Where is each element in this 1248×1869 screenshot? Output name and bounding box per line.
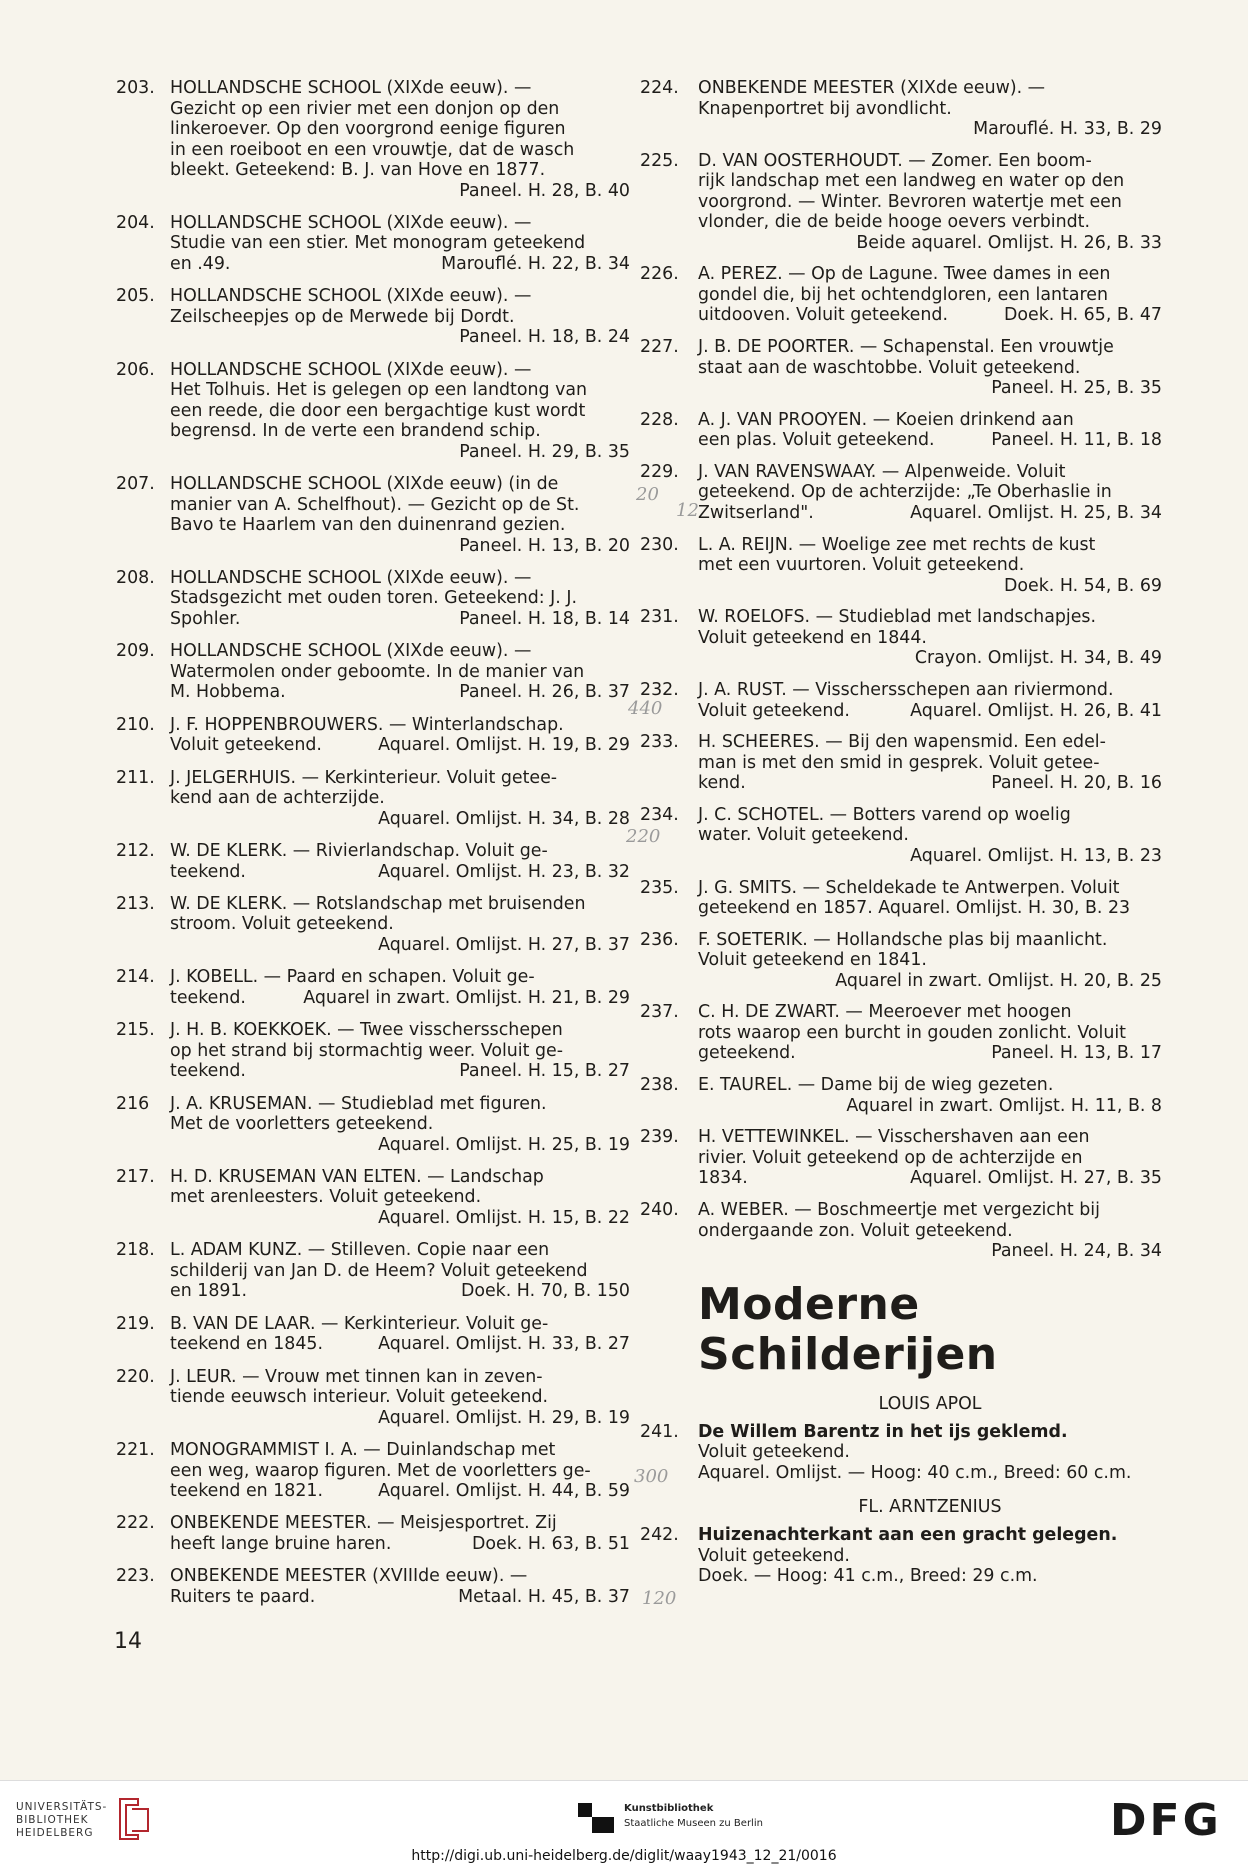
entry-number: 233.: [640, 732, 679, 753]
entry-medium-dimensions: Crayon. Omlijst. H. 34, B. 49: [914, 648, 1162, 669]
catalog-entry: [116, 715, 630, 756]
entry-line: ondergaande zon. Voluit geteekend.: [698, 1220, 1013, 1241]
entry-line: HOLLANDSCHE SCHOOL (XIXde eeuw). —: [170, 286, 532, 307]
entry-line: MONOGRAMMIST I. A. — Duinlandschap met: [170, 1440, 556, 1461]
entry-number: 222.: [116, 1513, 155, 1534]
entry-medium-dimensions: Beide aquarel. Omlijst. H. 26, B. 33: [856, 232, 1162, 253]
entry-number: 209.: [116, 641, 155, 662]
catalog-entry: [116, 1566, 630, 1607]
entry-line: Watermolen onder geboomte. In de manier van: [170, 661, 585, 682]
entry-line: teekend en 1821. Aquarel. Omlijst. H. 44, B. 59: [170, 1481, 630, 1502]
entry-line: water. Voluit geteekend.: [698, 825, 909, 846]
entry-medium-dimensions: Paneel. H. 13, B. 20: [459, 535, 630, 556]
catalog-entry: [116, 894, 630, 956]
entry-number: 238.: [640, 1075, 679, 1096]
catalog-entry: [640, 607, 1162, 669]
entry-number: 205.: [116, 286, 155, 307]
entry-number: 208.: [116, 567, 155, 588]
left-column: [116, 78, 630, 1619]
entry-number: 219.: [116, 1313, 155, 1334]
entry-line: W. DE KLERK. — Rivierlandschap. Voluit ge-: [170, 841, 548, 862]
entry-line: J. C. SCHOTEL. — Botters varend op woelig: [698, 804, 1071, 825]
entry-line: heeft lange bruine haren. Doek. H. 63, B. 51: [170, 1533, 630, 1554]
entry-line: Voluit geteekend. Aquarel. Omlijst. H. 19, B. 29: [170, 735, 630, 756]
entry-line: teekend. Aquarel. Omlijst. H. 23, B. 32: [170, 861, 630, 882]
catalog-entry: [116, 78, 630, 201]
entry-line: J. B. DE POORTER. — Schapenstal. Een vrouwtje: [698, 337, 1114, 358]
entry-line: ONBEKENDE MEESTER. — Meisjesportret. Zij: [170, 1513, 557, 1534]
catalog-entry: [116, 1167, 630, 1229]
entry-line: teekend en 1845. Aquarel. Omlijst. H. 33, B. 27: [170, 1334, 630, 1355]
ub-heidelberg-text: [16, 1801, 107, 1840]
entry-line: HOLLANDSCHE SCHOOL (XIXde eeuw). —: [170, 78, 532, 98]
entry-line: Studie van een stier. Met monogram geteekend: [170, 233, 586, 254]
catalog-entry: [116, 213, 630, 275]
entry-line: Spohler. Paneel. H. 18, B. 14: [170, 608, 630, 629]
ub-line: UNIVERSITÄTS-: [16, 1801, 108, 1813]
right-column: [640, 78, 1162, 1598]
entry-line: J. A. RUST. — Visschersschepen aan riviermond.: [698, 680, 1114, 700]
entry-number: 230.: [640, 534, 679, 555]
entry-number: 240.: [640, 1200, 679, 1220]
catalog-entry: [640, 535, 1162, 597]
entry-line: Doek. — Hoog: 41 c.m., Breed: 29 c.m.: [698, 1566, 1038, 1586]
dfg-logo[interactable]: DFG: [1110, 1795, 1222, 1846]
entry-number: 218.: [116, 1240, 155, 1261]
entry-line: 1834. Aquarel. Omlijst. H. 27, B. 35: [698, 1168, 1162, 1189]
entry-line: Aquarel. Omlijst. — Hoog: 40 c.m., Breed: 60 c.m.: [698, 1462, 1132, 1483]
footer-bar: [0, 1780, 1248, 1869]
entry-number: 227.: [640, 337, 679, 358]
entry-line: Voluit geteekend.: [698, 1442, 850, 1462]
entry-medium-dimensions: Paneel. H. 28, B. 40: [459, 180, 630, 201]
entry-line: W. DE KLERK. — Rotslandschap met bruisenden: [170, 893, 586, 914]
artist-arntzenius: FL. ARNTZENIUS: [858, 1497, 1002, 1517]
entry-number: 231.: [640, 607, 679, 628]
catalog-entry: [116, 768, 630, 830]
entry-number: 211.: [116, 767, 155, 788]
entry-line: een weg, waarop figuren. Met de voorletters ge-: [170, 1460, 591, 1481]
catalog-entry: [116, 1440, 630, 1502]
entry-line: W. ROELOFS. — Studieblad met landschapjes.: [698, 607, 1097, 628]
entry-number: 224.: [640, 78, 679, 98]
catalog-entry: [116, 1314, 630, 1355]
entry-line: begrensd. In de verte een brandend schip.: [170, 421, 541, 442]
catalog-entry: [640, 680, 1162, 721]
catalog-entry: [116, 1367, 630, 1429]
entry-number: 228.: [640, 409, 679, 430]
ub-heidelberg-logo-icon[interactable]: [114, 1795, 154, 1841]
entry-line: een plas. Voluit geteekend. Paneel. H. 11, B. 18: [698, 430, 1162, 451]
entry-medium-dimensions: Paneel. H. 25, B. 35: [991, 378, 1162, 399]
entry-line: en 1891. Doek. H. 70, B. 150: [170, 1281, 630, 1302]
entry-number: 221.: [116, 1440, 155, 1461]
entry-number: 204.: [116, 212, 155, 233]
catalog-entry: [640, 151, 1162, 254]
entry-line: F. SOETERIK. — Hollandsche plas bij maanlicht.: [698, 929, 1108, 950]
entry-number: 235.: [640, 877, 679, 898]
kunstbibliothek-text: [624, 1801, 763, 1831]
entry-line: voorgrond. — Winter. Bevroren watertje met een: [698, 191, 1122, 212]
entry-line: J. VAN RAVENSWAAY. — Alpenweide. Voluit: [698, 461, 1066, 482]
entry-line: L. A. REIJN. — Woelige zee met rechts de kust: [698, 534, 1096, 555]
catalog-entry: [116, 967, 630, 1008]
entry-line: bleekt. Geteekend: B. J. van Hove en 1877.: [170, 160, 546, 180]
entry-line: linkeroever. Op den voorgrond eenige figuren: [170, 119, 566, 139]
catalog-entry: [640, 1127, 1162, 1189]
entry-line: M. Hobbema. Paneel. H. 26, B. 37: [170, 682, 630, 703]
catalog-entry: [116, 641, 630, 703]
entry-line: E. TAUREL. — Dame bij de wieg gezeten.: [698, 1075, 1054, 1096]
entry-line: kend aan de achterzijde.: [170, 788, 385, 809]
entry-number: 241.: [640, 1421, 679, 1442]
entry-line: J. G. SMITS. — Scheldekade te Antwerpen. Voluit: [698, 877, 1120, 898]
entry-title: Huizenachterkant aan een gracht gelegen.: [698, 1525, 1118, 1545]
entry-line: en .49. Marouflé. H. 22, B. 34: [170, 253, 630, 274]
entry-line: J. H. B. KOEKKOEK. — Twee visschersschepen: [170, 1020, 563, 1041]
entry-number: 225.: [640, 150, 679, 171]
entry-medium-dimensions: Aquarel. Omlijst. H. 34, B. 28: [378, 808, 630, 829]
entry-line: een reede, die door een bergachtige kust wordt: [170, 400, 586, 421]
entry-line: geteekend. Op de achterzijde: „Te Oberhaslie in: [698, 482, 1112, 503]
entry-medium-dimensions: Marouflé. H. 33, B. 29: [973, 119, 1162, 139]
artist-apol: LOUIS APOL: [878, 1393, 982, 1414]
page-number: 14: [114, 1629, 142, 1654]
entry-medium-dimensions: Aquarel. Omlijst. H. 27, B. 37: [378, 934, 630, 955]
entry-line: Voluit geteekend.: [698, 1545, 850, 1566]
entry-line: A. PEREZ. — Op de Lagune. Twee dames in een: [698, 264, 1111, 285]
entry-line: stroom. Voluit geteekend.: [170, 914, 394, 935]
entry-number: 214.: [116, 967, 155, 988]
entry-line: J. F. HOPPENBROUWERS. — Winterlandschap.: [170, 714, 564, 735]
entry-line: A. J. VAN PROOYEN. — Koeien drinkend aan: [698, 409, 1074, 430]
catalog-entry-241: [640, 1422, 1162, 1484]
catalog-entry: [640, 410, 1162, 451]
catalog-entry: [116, 841, 630, 882]
entry-line: geteekend. Paneel. H. 13, B. 17: [698, 1043, 1162, 1064]
entry-number: 232.: [640, 680, 679, 700]
entry-line: kend. Paneel. H. 20, B. 16: [698, 773, 1162, 794]
source-url[interactable]: http://digi.ub.uni-heidelberg.de/diglit/waay1943_12_21/0016: [411, 1848, 837, 1864]
entry-number: 210.: [116, 714, 155, 735]
entry-line: H. SCHEERES. — Bij den wapensmid. Een edel-: [698, 732, 1106, 753]
entry-line: HOLLANDSCHE SCHOOL (XIXde eeuw). —: [170, 567, 532, 588]
catalog-entry: [640, 337, 1162, 399]
catalog-entry: [640, 1002, 1162, 1064]
entry-line: H. VETTEWINKEL. — Visschershaven aan een: [698, 1127, 1090, 1148]
entry-line: J. LEUR. — Vrouw met tinnen kan in zeven-: [170, 1366, 543, 1387]
entry-line: A. WEBER. — Boschmeertje met vergezicht bij: [698, 1200, 1100, 1220]
entry-medium-dimensions: Paneel. H. 29, B. 35: [459, 441, 630, 462]
catalog-entry: [116, 286, 630, 348]
entry-number: 217.: [116, 1166, 155, 1187]
entry-line: rivier. Voluit geteekend op de achterzijde en: [698, 1147, 1083, 1168]
entry-line: manier van A. Schelfhout). — Gezicht op de St.: [170, 494, 580, 515]
catalog-entry: [640, 78, 1162, 140]
catalog-entry: [116, 568, 630, 630]
entry-number: 239.: [640, 1127, 679, 1148]
entry-line: Voluit geteekend en 1844.: [698, 627, 927, 648]
entry-line: met een vuurtoren. Voluit geteekend.: [698, 555, 1025, 576]
entry-number: 237.: [640, 1002, 679, 1023]
entry-line: staat aan de waschtobbe. Voluit geteekend.: [698, 357, 1081, 378]
entry-medium-dimensions: Aquarel. Omlijst. H. 29, B. 19: [378, 1407, 630, 1428]
entry-line: teekend. Aquarel in zwart. Omlijst. H. 21, B. 29: [170, 987, 630, 1008]
entry-line: Voluit geteekend en 1841.: [698, 950, 927, 971]
entry-line: geteekend en 1857. Aquarel. Omlijst. H. 30, B. 23: [698, 898, 1131, 919]
entry-number: 220.: [116, 1366, 155, 1387]
pencil-note: 220: [626, 826, 661, 847]
section-heading-2: Schilderijen: [698, 1328, 998, 1380]
entry-number: 212.: [116, 841, 155, 862]
entry-line: Knapenportret bij avondlicht.: [698, 98, 952, 119]
entry-number: 234.: [640, 804, 679, 825]
catalog-entry: [640, 930, 1162, 992]
catalog-entry: [640, 1200, 1162, 1262]
pencil-note: 120: [642, 1588, 677, 1609]
entry-medium-dimensions: Aquarel. Omlijst. H. 13, B. 23: [910, 845, 1162, 866]
entry-line: J. KOBELL. — Paard en schapen. Voluit ge-: [170, 967, 535, 988]
catalog-entry: [116, 1020, 630, 1082]
entry-medium-dimensions: Aquarel. Omlijst. H. 15, B. 22: [378, 1207, 630, 1228]
entry-medium-dimensions: Paneel. H. 24, B. 34: [991, 1241, 1162, 1261]
entry-line: Zeilscheepjes op de Merwede bij Dordt.: [170, 306, 515, 327]
entry-line: rots waarop een burcht in gouden zonlicht. Voluit: [698, 1022, 1127, 1043]
ub-line: BIBLIOTHEK: [16, 1814, 89, 1826]
entry-line: schilderij van Jan D. de Heem? Voluit geteekend: [170, 1260, 588, 1281]
entry-number: 223.: [116, 1566, 155, 1587]
entry-line: Voluit geteekend. Aquarel. Omlijst. H. 26, B. 41: [698, 700, 1162, 721]
entry-line: Zwitserland". Aquarel. Omlijst. H. 25, B. 34: [698, 502, 1162, 523]
entry-line: Het Tolhuis. Het is gelegen op een landtong van: [170, 380, 588, 401]
catalog-entry: [116, 1240, 630, 1302]
entry-number: 203.: [116, 78, 155, 98]
entry-number: 206.: [116, 359, 155, 380]
catalog-entry: [116, 1513, 630, 1554]
entry-medium-dimensions: Aquarel in zwart. Omlijst. H. 20, B. 25: [835, 970, 1162, 991]
catalog-entry: [640, 805, 1162, 867]
kb-title: Kunstbibliothek: [624, 1803, 714, 1814]
entry-line: Met de voorletters geteekend.: [170, 1114, 434, 1135]
entry-line: HOLLANDSCHE SCHOOL (XIXde eeuw). —: [170, 641, 532, 662]
entry-line: ONBEKENDE MEESTER (XIXde eeuw). —: [698, 78, 1046, 98]
kunstbibliothek-logo-icon[interactable]: [574, 1799, 618, 1837]
entry-line: D. VAN OOSTERHOUDT. — Zomer. Een boom-: [698, 150, 1092, 171]
entry-number: 215.: [116, 1020, 155, 1041]
entry-line: J. A. KRUSEMAN. — Studieblad met figuren.: [170, 1093, 547, 1114]
entry-line: Stadsgezicht met ouden toren. Geteekend: J. J.: [170, 588, 578, 609]
pencil-note: 300: [634, 1466, 669, 1487]
entry-line: L. ADAM KUNZ. — Stilleven. Copie naar een: [170, 1240, 550, 1261]
entry-medium-dimensions: Paneel. H. 18, B. 24: [459, 327, 630, 348]
catalog-entry-242: [640, 1525, 1162, 1587]
entry-number: 216: [116, 1093, 150, 1114]
entry-number: 207.: [116, 474, 155, 495]
section-heading-1: Moderne: [698, 1278, 920, 1330]
entry-line: HOLLANDSCHE SCHOOL (XIXde eeuw). —: [170, 212, 532, 233]
entry-medium-dimensions: Aquarel. Omlijst. H. 25, B. 19: [378, 1134, 630, 1155]
right-entries: [640, 78, 1162, 1262]
entry-line: HOLLANDSCHE SCHOOL (XIXde eeuw). —: [170, 359, 532, 380]
entry-line: Bavo te Haarlem van den duinenrand gezien.: [170, 515, 566, 536]
entry-number: 242.: [640, 1525, 679, 1545]
pencil-note: 440: [628, 698, 663, 719]
entry-line: uitdooven. Voluit geteekend. Doek. H. 65, B. 47: [698, 305, 1162, 326]
entry-title: De Willem Barentz in het ijs geklemd.: [698, 1421, 1068, 1442]
entry-line: J. JELGERHUIS. — Kerkinterieur. Voluit getee-: [170, 767, 558, 788]
entry-line: B. VAN DE LAAR. — Kerkinterieur. Voluit ge-: [170, 1313, 549, 1334]
catalog-entry: [116, 360, 630, 463]
entry-number: 213.: [116, 893, 155, 914]
entry-line: H. D. KRUSEMAN VAN ELTEN. — Landschap: [170, 1166, 544, 1187]
entry-line: met arenleesters. Voluit geteekend.: [170, 1187, 482, 1208]
kb-subtitle: Staatliche Museen zu Berlin: [624, 1818, 763, 1829]
entry-line: ONBEKENDE MEESTER (XVIIIde eeuw). —: [170, 1566, 528, 1587]
entry-number: 226.: [640, 264, 679, 285]
pencil-note: 12: [676, 500, 699, 521]
catalog-entry: [640, 462, 1162, 524]
entry-line: gondel die, bij het ochtendgloren, een lantaren: [698, 284, 1109, 305]
entry-line: HOLLANDSCHE SCHOOL (XIXde eeuw) (in de: [170, 474, 559, 495]
catalog-entry: [640, 1075, 1162, 1116]
ub-line: HEIDELBERG: [16, 1827, 94, 1839]
entry-line: op het strand bij stormachtig weer. Voluit ge-: [170, 1040, 564, 1061]
pencil-note: 20: [636, 484, 659, 505]
entry-medium-dimensions: Doek. H. 54, B. 69: [1004, 575, 1162, 596]
entry-number: 236.: [640, 929, 679, 950]
catalog-entry: [640, 732, 1162, 794]
entry-line: teekend. Paneel. H. 15, B. 27: [170, 1061, 630, 1082]
entry-line: in een roeiboot en een vrouwtje, dat de wasch: [170, 139, 575, 160]
entry-line: Gezicht op een rivier met een donjon op den: [170, 98, 560, 119]
catalog-entry: [640, 264, 1162, 326]
entry-line: C. H. DE ZWART. — Meeroever met hoogen: [698, 1002, 1072, 1023]
entry-line: rijk landschap met een landweg en water op den: [698, 171, 1125, 192]
entry-line: vlonder, die de beide hooge oevers verbindt.: [698, 212, 1090, 233]
catalog-entry: [640, 878, 1162, 919]
catalog-entry: [116, 474, 630, 556]
entry-number: 229.: [640, 461, 679, 482]
catalog-entry: [116, 1094, 630, 1156]
entry-medium-dimensions: Aquarel in zwart. Omlijst. H. 11, B. 8: [846, 1095, 1162, 1116]
entry-line: tiende eeuwsch interieur. Voluit geteekend.: [170, 1387, 549, 1408]
entry-line: man is met den smid in gesprek. Voluit getee-: [698, 752, 1100, 773]
entry-line: Ruiters te paard. Metaal. H. 45, B. 37: [170, 1586, 630, 1607]
